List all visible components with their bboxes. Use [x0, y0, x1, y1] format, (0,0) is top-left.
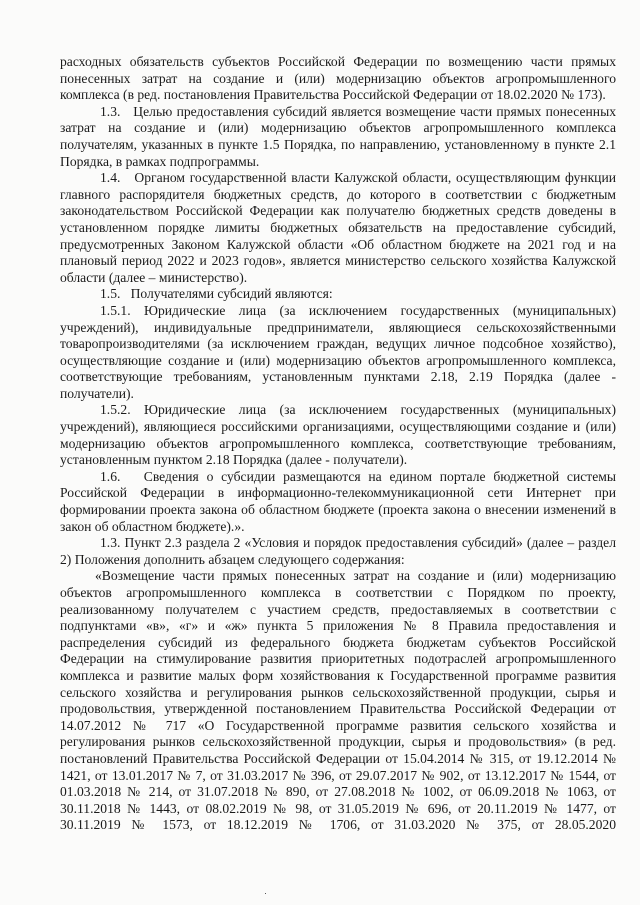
- paragraph-continuation: расходных обязательств субъектов Российской Федерации по возмещению части прямых понесенных затрат на создание и (или) модернизацию объектов агропромышленного комплекса (в ред. постановления Правительства Российской Федерации от 18.02.2020 № 173).: [60, 54, 616, 103]
- paragraph-1-5: 1.5. Получателями субсидий являются:: [100, 286, 333, 302]
- paragraph-1-3: 1.3. Целью предоставления субсидий является возмещение части прямых понесенных затрат на создание и (или) модернизацию объектов агропромышленного комплекса получателям, указанных в пункте 1.5 Порядка, по направлению, установленному в пункте 2.1 Порядка, в рамках подпрограммы.: [60, 103, 616, 169]
- paragraph-1-4: 1.4. Органом государственной власти Калужской области, осуществляющим функции главного распорядителя бюджетных средств, до которого в соответствии с бюджетным законодательством Российской Федерации как получателю бюджетных средств доведены в установленном порядке лимиты бюджетных обязательств на предоставление субсидий, предусмотренных Законом Калужской области «Об областном бюджете на 2021 год и на плановый период 2022 и 2023 годов», является министерство сельского хозяйства Калужской области (далее – министерство).: [60, 170, 616, 285]
- paragraph-amendment-1-3: 1.3. Пункт 2.3 раздела 2 «Условия и порядок предоставления субсидий» (далее – раздел 2) Положения дополнить абзацем следующего содержания:: [60, 535, 616, 567]
- document-body: [60, 54, 616, 834]
- paragraph-1-5-1: 1.5.1. Юридические лица (за исключением государственных (муниципальных) учреждений), индивидуальные предприниматели, являющиеся сельскохозяйственными товаропроизводителями (за исключением граждан, ведущих личное подсобное хозяйство), осуществляющие создание и (или) модернизацию объектов агропромышленного комплекса, соответствующие требованиям, установленным пунктами 2.18, 2.19 Порядка (далее - получатели).: [60, 302, 616, 401]
- paragraph-quoted-addition: «Возмещение части прямых понесенных затрат на создание и (или) модернизацию объектов агропромышленного комплекса в соответствии с Порядком по проекту, реализованному получателем с участием средств, предоставляемых в соответствии с подпунктами «в», «г» и «ж» пункта 5 приложения № 8 Правила предоставления и распределения субсидий из федерального бюджета бюджетам субъектов Российской Федерации на стимулирование развития приоритетных подотраслей агропромышленного комплекса и развитие малых форм хозяйствования к Государственной программе развития сельского хозяйства и регулирования рынков сельскохозяйственной продукции, сырья и продовольствия, утвержденной постановлением Правительства Российской Федерации от 14.07.2012 № 717 «О Государственной программе развития сельского хозяйства и регулирования рынков сельскохозяйственной продукции, сырья и продовольствия» (в ред. постановлений Правительства Российской Федерации от 15.04.2014 № 315, от 19.12.2014 № 1421, от 13.01.2017 № 7, от 31.03.2017 № 396, от 29.07.2017 № 902, от 13.12.2017 № 1544, от 01.03.2018 № 214, от 31.07.2018 № 890, от 27.08.2018 № 1002, от 06.09.2018 № 1063, от 30.11.2018 № 1443, от 08.02.2019 № 98, от 31.05.2019 № 696, от 20.11.2019 № 1477, от 30.11.2019 № 1573, от 18.12.2019 № 1706, от 31.03.2020 № 375, от 28.05.2020: [60, 568, 616, 833]
- scan-speck: [265, 893, 266, 894]
- paragraph-1-6: 1.6. Сведения о субсидии размещаются на едином портале бюджетной системы Российской Федерации в информационно-телекоммуникационной сети Интернет при формировании проекта закона об областном бюджете (проекта закона о внесении изменений в закон об областном бюджете).».: [60, 468, 616, 534]
- paragraph-1-5-2: 1.5.2. Юридические лица (за исключением государственных (муниципальных) учреждений), являющиеся российскими организациями, осуществляющими создание и (или) модернизацию объектов агропромышленного комплекса, соответствующие требованиям, установленным пунктом 2.18 Порядка (далее - получатели).: [60, 402, 616, 468]
